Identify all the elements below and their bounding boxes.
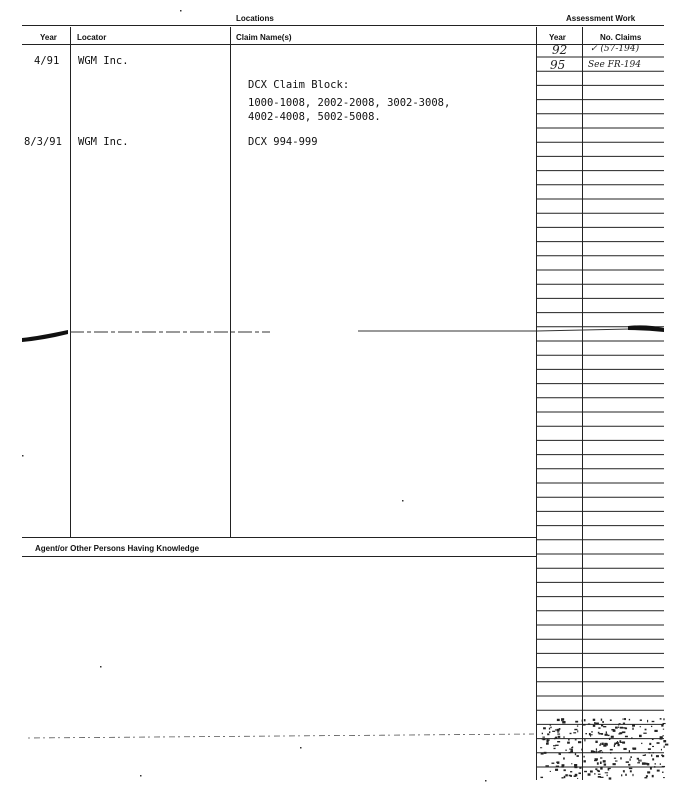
agent-section-label: Agent/or Other Persons Having Knowledge <box>35 544 200 553</box>
scan-speckle <box>603 760 606 762</box>
scan-speckle <box>606 731 607 733</box>
scan-speckle <box>618 724 619 725</box>
scan-speckle <box>642 762 645 764</box>
scan-speckle <box>622 731 625 733</box>
claim-names-column-header: Claim Name(s) <box>236 33 292 42</box>
scan-speckle <box>609 738 610 740</box>
scan-speckle <box>540 777 543 778</box>
scan-speckle <box>593 719 595 721</box>
scan-speckle <box>563 757 565 759</box>
scan-speckle <box>610 749 613 751</box>
scan-speckle <box>652 758 654 760</box>
scan-speckle <box>591 750 593 752</box>
scan-speckle <box>613 729 616 731</box>
scan-speckle <box>656 755 659 757</box>
scan-speckle <box>633 748 636 750</box>
scan-speckle <box>643 755 645 756</box>
entry-1-claim-line-2: 4002-4008, 5002-5008. <box>248 111 381 123</box>
scan-speckle <box>665 744 668 746</box>
scan-speckle <box>596 748 597 750</box>
scan-speckle <box>577 755 579 757</box>
scan-speckle <box>645 763 648 765</box>
scan-speckle <box>655 763 656 764</box>
scan-speckle <box>638 760 640 762</box>
assessment-work-header: Assessment Work <box>566 14 636 23</box>
scan-speckle <box>599 744 601 745</box>
scan-speckle <box>623 748 626 750</box>
no-claims-column-header: No. Claims <box>600 33 642 42</box>
scan-speckle <box>623 723 625 724</box>
scan-speckle <box>575 753 576 755</box>
scan-speckle <box>657 770 660 772</box>
scan-speckle <box>611 736 614 738</box>
scan-speckle <box>663 723 666 724</box>
scan-speckle <box>623 770 625 771</box>
scan-speckle <box>637 758 639 760</box>
scan-speckle <box>630 770 632 772</box>
aw-year-column-header: Year <box>549 33 566 42</box>
scan-speckle <box>601 724 603 726</box>
scan-speckle <box>568 739 569 740</box>
scan-speckle <box>574 764 577 766</box>
scan-speckle <box>629 750 630 752</box>
scan-speckle <box>557 719 560 721</box>
scan-speckle <box>608 769 610 771</box>
scan-speckle <box>594 773 595 774</box>
scan-speckle <box>652 775 654 777</box>
scan-speckle <box>618 727 619 728</box>
scan-speckle <box>598 732 600 734</box>
aw-row-1-year: 92 <box>552 43 568 57</box>
entry-1-year: 4/91 <box>34 55 60 67</box>
scan-speckle <box>553 745 556 746</box>
scan-smear-left <box>22 330 68 342</box>
scan-speckle <box>561 718 564 720</box>
scan-speckle <box>620 727 623 729</box>
scan-speckle <box>567 742 570 744</box>
scan-speckle <box>579 767 581 769</box>
scan-speckle <box>608 735 610 736</box>
scan-speckle <box>564 769 566 771</box>
scan-speckle <box>550 771 551 772</box>
stray-dot <box>100 666 102 668</box>
scan-speckle <box>663 729 664 730</box>
scan-speckle <box>544 752 547 754</box>
scan-speckle <box>609 777 612 779</box>
scan-speckle <box>557 731 559 732</box>
scan-speckle <box>623 727 626 728</box>
scan-speckle <box>570 775 572 777</box>
scan-speckle <box>607 775 608 777</box>
scan-speckle <box>552 731 555 732</box>
scan-speckle <box>625 774 626 776</box>
scan-speckle <box>650 767 652 769</box>
scan-speckle <box>614 744 615 746</box>
scan-speckle <box>600 767 602 769</box>
scan-speckle <box>550 725 551 726</box>
scan-speckle <box>595 723 598 725</box>
scan-speckle <box>643 733 646 734</box>
scan-speckle <box>600 777 603 778</box>
scan-speckle <box>541 753 544 755</box>
scan-speckle <box>605 734 608 736</box>
scan-speckle <box>630 758 631 760</box>
entry-1-claim-title: DCX Claim Block: <box>248 79 350 91</box>
scan-speckle <box>578 741 581 743</box>
scan-speckle <box>546 743 549 745</box>
scan-speckle <box>597 770 599 771</box>
scan-speckle <box>556 766 559 767</box>
scan-speckle <box>545 765 548 766</box>
entry-1-locator: WGM Inc. <box>78 55 129 67</box>
scan-speckle <box>603 726 606 727</box>
scan-speckle <box>628 764 630 766</box>
scan-speckle <box>583 724 586 725</box>
scan-speckle <box>647 720 648 722</box>
scan-speckle <box>604 743 607 745</box>
scan-speckle <box>662 755 664 757</box>
scan-speckle <box>617 741 618 742</box>
scan-speckle <box>654 730 657 732</box>
scan-speckle <box>615 727 618 729</box>
scan-speckle <box>632 728 633 730</box>
scan-speckle <box>565 750 567 751</box>
scan-speckle <box>564 776 566 778</box>
scan-speckle <box>601 719 602 721</box>
aw-row-2-year: 95 <box>550 58 566 72</box>
stray-dot <box>485 780 487 782</box>
scan-speckle <box>629 768 632 769</box>
scan-speckle <box>662 772 664 773</box>
scan-speckle <box>661 749 662 751</box>
scan-speckle <box>591 731 593 732</box>
scan-speckle <box>573 732 576 733</box>
scan-speckle <box>570 733 572 734</box>
scan-speckle <box>662 766 665 767</box>
scan-speckle <box>560 754 561 755</box>
scan-speckle <box>610 752 611 754</box>
scan-speckle <box>594 722 595 724</box>
scan-speckle <box>632 725 635 727</box>
scan-speckle <box>661 724 663 726</box>
scan-speckle <box>647 771 650 773</box>
scan-speckle <box>613 763 616 765</box>
scan-speckle <box>602 752 603 753</box>
scan-speckle <box>625 736 628 738</box>
scan-speckle <box>600 757 602 758</box>
stray-dot <box>402 500 404 502</box>
scan-speckle <box>555 769 558 771</box>
scan-speckle <box>614 758 616 759</box>
scan-speckle <box>542 738 543 740</box>
entry-1-claim-line-1: 1000-1008, 2002-2008, 3002-3008, <box>248 97 451 109</box>
stray-dot <box>180 10 182 12</box>
year-column-header: Year <box>40 33 57 42</box>
scan-speckle <box>651 726 652 727</box>
scan-speckle <box>663 718 664 720</box>
scan-speckle <box>551 763 554 764</box>
scan-speckle <box>577 730 578 732</box>
scan-speckle <box>571 763 572 764</box>
scan-speckle <box>597 762 599 764</box>
scan-speckle <box>549 731 550 733</box>
scan-speckle <box>542 737 545 738</box>
scan-speckle <box>620 757 621 759</box>
scan-speckle <box>588 773 591 775</box>
scan-speckle <box>557 761 559 763</box>
aw-row-1-no-claims: ✓ (57-194) <box>590 44 640 54</box>
scan-speckle <box>618 744 620 746</box>
scan-speckle <box>657 742 660 744</box>
scan-speckle <box>583 756 584 758</box>
scan-speckle <box>546 739 548 741</box>
scan-speckle <box>640 760 641 762</box>
scan-speckle <box>570 751 573 753</box>
scan-speckle <box>594 760 597 761</box>
scan-speckle <box>555 729 557 730</box>
scan-speckle <box>600 762 602 764</box>
scan-speckle <box>577 778 578 779</box>
scan-speckle <box>599 750 602 751</box>
scan-speckle <box>584 739 585 741</box>
scan-speckle <box>571 747 572 748</box>
scan-speckle <box>654 766 655 768</box>
scan-speckle <box>641 743 642 744</box>
scan-speckle <box>663 777 665 778</box>
scan-speckle <box>549 728 550 730</box>
stray-dot <box>140 775 142 777</box>
scan-speckle <box>602 743 604 745</box>
scan-speckle <box>639 735 642 737</box>
scan-speckle <box>644 777 647 778</box>
scan-speckle <box>651 754 652 756</box>
scan-speckle <box>558 736 561 738</box>
scan-speckle <box>640 719 642 720</box>
scan-speckle <box>648 748 651 750</box>
scan-speckle <box>598 727 600 728</box>
scan-speckle <box>660 718 662 719</box>
scan-speckle <box>619 732 622 734</box>
scan-speckle <box>626 761 629 763</box>
stray-dot <box>22 455 24 457</box>
scan-speckle <box>557 733 560 734</box>
scan-speckle <box>652 739 654 740</box>
scan-speckle <box>593 725 595 727</box>
scan-speckle <box>588 723 590 724</box>
scan-speckle <box>652 746 654 747</box>
scan-speckle <box>637 762 640 763</box>
scan-speckle <box>616 742 619 744</box>
stray-dot <box>300 747 302 749</box>
entry-2-claim-names: DCX 994-999 <box>248 136 318 148</box>
scan-speckle <box>569 749 572 750</box>
scan-speckle <box>640 726 641 727</box>
scan-speckle <box>555 737 557 739</box>
fold-line-segment <box>537 329 630 331</box>
scan-speckle <box>540 747 542 748</box>
scan-speckle <box>622 718 623 719</box>
scan-speckle <box>575 739 577 740</box>
scan-speckle <box>630 756 632 758</box>
scan-speckle <box>574 766 577 768</box>
scan-speckle <box>649 752 651 753</box>
scan-speckle <box>569 775 571 777</box>
scan-speckle <box>645 754 646 756</box>
scan-speckle <box>561 777 563 778</box>
scan-speckle <box>663 740 666 742</box>
scan-speckle <box>584 760 586 762</box>
scan-speckle <box>570 771 572 772</box>
scan-speckle <box>578 772 580 774</box>
scan-speckle <box>596 751 597 753</box>
scan-speckle <box>565 774 567 776</box>
scan-speckle <box>562 721 565 723</box>
scan-speckle <box>598 774 601 775</box>
scan-speckle <box>659 738 662 740</box>
scan-speckle <box>631 737 632 739</box>
scan-speckle <box>660 763 661 764</box>
scan-speckle <box>590 734 592 735</box>
scan-speckle <box>664 746 665 748</box>
scan-speckle <box>605 772 608 773</box>
scan-speckle <box>663 735 664 736</box>
scan-speckle <box>615 760 617 761</box>
scan-speckle <box>543 727 546 729</box>
scan-speckle <box>646 775 648 777</box>
scan-speckle <box>653 752 654 753</box>
scan-speckle <box>584 719 586 721</box>
scan-speckle <box>550 727 551 728</box>
scan-speckle <box>649 743 651 745</box>
scan-speckle <box>610 719 612 721</box>
scan-speckle <box>547 733 549 735</box>
locations-header: Locations <box>236 14 274 23</box>
scan-speckle <box>632 774 633 776</box>
scan-speckle <box>602 721 604 723</box>
scan-speckle <box>620 742 623 743</box>
scan-speckle <box>652 721 655 722</box>
scan-speckle <box>553 748 555 749</box>
scan-speckle <box>585 733 587 734</box>
scan-speckle <box>621 774 622 776</box>
scan-speckle <box>604 764 606 766</box>
scan-speckle <box>645 729 647 731</box>
scan-speckle <box>584 771 587 772</box>
scan-speckle <box>562 764 565 766</box>
scan-speckle <box>563 736 564 738</box>
entry-2-locator: WGM Inc. <box>78 136 129 148</box>
locator-column-header: Locator <box>77 33 107 42</box>
entry-2-year: 8/3/91 <box>24 136 62 148</box>
scan-speckle <box>595 741 597 743</box>
scan-speckle <box>557 741 560 742</box>
scan-speckle <box>557 729 560 731</box>
scan-speckle <box>595 768 597 770</box>
scan-speckle <box>581 749 582 751</box>
scan-speckle <box>574 729 577 730</box>
scan-speckle <box>575 721 578 723</box>
aw-row-2-no-claims: See FR-194 <box>588 60 641 70</box>
scan-speckle <box>597 751 600 752</box>
scan-speckle <box>590 770 593 772</box>
scan-speckle <box>624 718 626 720</box>
scan-speckle <box>629 719 630 720</box>
scan-speckle <box>542 733 543 734</box>
scan-speckle <box>574 776 576 777</box>
bottom-dotted-line <box>28 734 534 738</box>
scan-speckle <box>582 720 583 722</box>
scan-speckle <box>577 725 578 726</box>
